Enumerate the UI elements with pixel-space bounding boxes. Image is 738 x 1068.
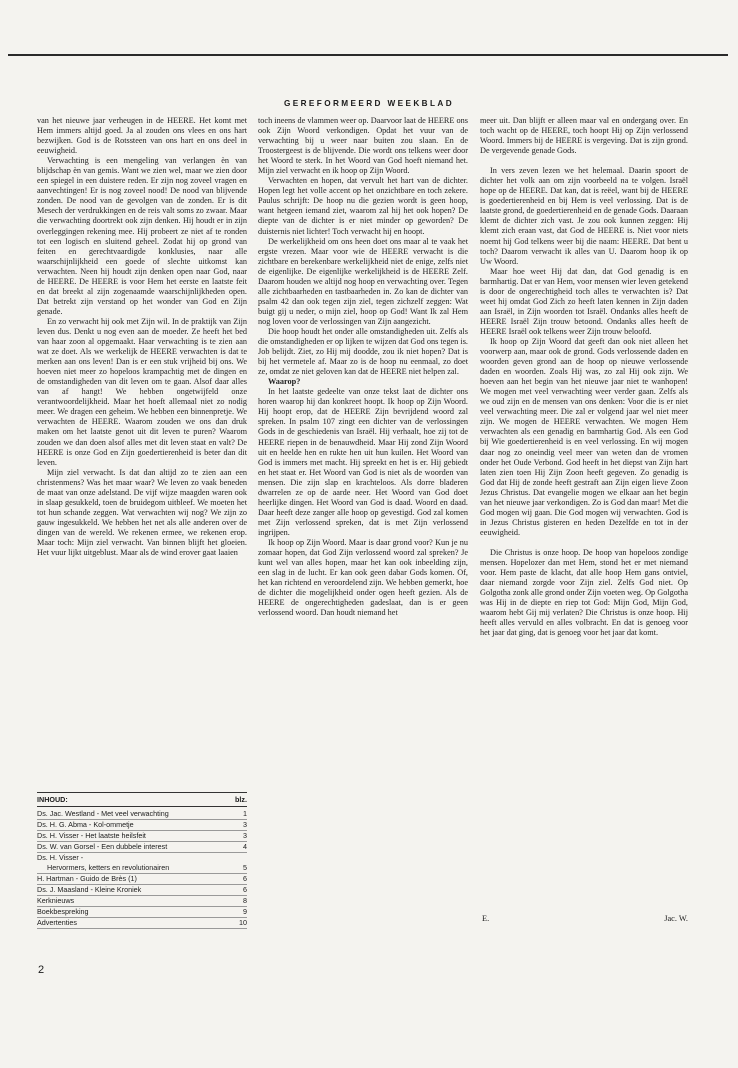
text-column-1 [37, 116, 247, 558]
toc-row[interactable] [37, 853, 247, 863]
page-number: 2 [38, 964, 45, 976]
toc-row[interactable] [37, 842, 247, 853]
text-column-2 [258, 116, 468, 618]
table-of-contents [37, 792, 247, 929]
toc-title: Hervormers, ketters en revolutionairen [47, 863, 170, 872]
paragraph: De werkelijkheid om ons heen doet ons maar al te vaak het ergste vrezen. Maar voor wie de HEERE verwacht is die zichtbare en berekenbare werkelijkheid niet de enige, zelfs niet de eigenlijke. De eigenlijke werkelijkheid is de HEERE Zelf. Daarom houden we altijd nog hoop en verwachting over. Tegen alle zichtbaarheden en tastbaarheden in. Zo kan de dichter van psalm 42 dan ook tegen zijn ziel, tegen zichzelf zeggen: Wat buigt gij u neder, o mijn ziel, hoop op God! Want Ik zal Hem nog loven voor de verlossingen van Zijn aangezicht. [258, 236, 468, 326]
toc-heading: INHOUD: [37, 795, 68, 804]
toc-page [237, 853, 247, 863]
toc-row[interactable] [37, 885, 247, 896]
toc-page: 3 [243, 820, 247, 829]
toc-title: Ds. H. G. Abma - Kol-ommetje [37, 820, 134, 829]
toc-page: 6 [243, 885, 247, 894]
paragraph: Maar hoe weet Hij dat dan, dat God genadig is en barmhartig. Dat er van Hem, voor mensen wier leven getekend is door de ongerechtigheid toch alles te verwachten is? Dat weet hij omdat God Zich zo heeft laten kennen in Zijn daden aan Israël, in Zijn woorden tot Israël. Ondanks alles heeft de HEERE Israël Zijn trouw betoond. Ondanks alles heeft de HEERE Israël ook telkens weer Zijn trouw beloofd. [480, 266, 688, 336]
paragraph: Ik hoop op Zijn Woord. Maar is daar grond voor? Kun je nu zomaar hopen, dat God Zijn verlossend woord zal spreken? Je kunt wel van alles hopen, maar het kan ook inbeelding zijn, een slag in de lucht. Er kan ook geen dabar Gods komen. Of, het kan richtend en veroordelend zijn. We hebben gemerkt, hoe de dichter die mogelijkheid onder ogen heeft gezien. Als de HEERE de ongerechtigheden gadeslaat, dan is er geen verlossend woord. Dan houdt niemand het [258, 537, 468, 618]
toc-title: Ds. H. Visser - [37, 853, 84, 862]
toc-row[interactable] [37, 907, 247, 918]
toc-title: H. Hartman - Guido de Brès (1) [37, 874, 137, 883]
paragraph: Verwachten en hopen, dat vervult het hart van de dichter. Hopen legt het volle accent op het onzichtbare en toch zekere. Paulus schrijft: De hoop nu die gezien wordt is geen hoop, want hetgeen iemand ziet, waarom zal hij het ook hopen? De diepte van de dichter is er niet minder op geworden? De duisternis niet lichter! Toch verwacht hij en hoopt. [258, 176, 468, 236]
toc-page: 9 [243, 907, 247, 916]
top-rule [8, 54, 728, 56]
toc-row[interactable] [37, 820, 247, 831]
paragraph: toch ineens de vlammen weer op. Daarvoor laat de HEERE ons ook Zijn Woord verkondigen. Opdat het vuur van de verwachting bij u weer naar buiten zou slaan. En de Troostergeest is de blijvende. Die wordt ons telkens weer door het Woord te sterk. In het Woord van God hoeft niemand het. Mijn ziel verwacht en ik hoop op Zijn Woord. [258, 116, 468, 176]
paragraph: Die hoop houdt het onder alle omstandigheden uit. Zelfs als die omstandigheden er op lijken te wijzen dat God ons tegen is. Job belijdt. Ziet, zo Hij mij doodde, zou ik niet hopen? Dat is bij het vermetele af. Maar zo is de hoop nu eenmaal, zo doet ze, omdat ze niet geloven kan dat de HEERE niet helpen zal. [258, 326, 468, 377]
toc-row[interactable] [37, 863, 247, 874]
section-heading: Waarop? [268, 377, 301, 387]
toc-row[interactable] [37, 809, 247, 820]
signature [482, 914, 688, 923]
toc-page: 3 [243, 831, 247, 840]
toc-row[interactable] [37, 874, 247, 885]
signature-initial: E. [482, 914, 490, 923]
paragraph: In het laatste gedeelte van onze tekst laat de dichter ons horen waarop hij dan konkreet hoopt. Ik hoop op Zijn Woord. Hij hoopt erop, dat de HEERE Zijn bevrijdend woord zal spreken. In psalm 107 zingt een dichter van de verlossingen Gods in de geschiedenis van Israël. Hij verhaalt, hoe zij tot de HEERE riepen in de benauwdheid. Maar Hij zond Zijn Woord uit en heelde hen en rukte hen uit hun kuilen. Het Woord van God is immers met macht. Hij spreekt en het is er. Hij gebiedt en het staat er. Het Woord van God is niet als de woorden van mensen. Die zijn slap en krachteloos. Als dorre bladeren dwarrelen ze op de aarde neer. Het Woord van God doet heerlijke dingen. Het Woord van God is daad. Woord en daad. Daar heeft deze zanger alle hoop op gevestigd. God zal komen met Zijn verlossend spreken, dat is met Zijn verlossend ingrijpen. [258, 387, 468, 537]
toc-page: 4 [243, 842, 247, 851]
toc-row[interactable] [37, 918, 247, 929]
signature-author: Jac. W. [664, 914, 688, 923]
toc-header [37, 792, 247, 807]
toc-title: Kerknieuws [37, 896, 75, 905]
toc-title: Ds. H. Visser - Het laatste heilsfeit [37, 831, 146, 840]
toc-row[interactable] [37, 896, 247, 907]
paragraph: Mijn ziel verwacht. Is dat dan altijd zo te zien aan een christenmens? Was het maar waar? We leven zo vaak beneden de maat van onze adelstand. De vijf wijze maagden waren ook in slaap gesukkeld, toen de bruidegom uitbleef. We moeten het tot hun schande zeggen. Wat verwachten wij nog? We zijn zo gauw ingesukkeld. We hebben het net als alle anderen over de dingen van de wereld. We rekenen ermee, we rekenen erop. Maar toch: Mijn ziel verwacht. Van binnen blijft het gloeien. Het vuur lijkt uitgeblust. Maar als de wind erover gaat laaien [37, 467, 247, 558]
toc-page: 10 [239, 918, 247, 927]
paragraph: meer uit. Dan blijft er alleen maar val en ondergang over. En toch wacht op de HEERE, toch hoopt Hij op Zijn verlossend Woord. Immers bij de HEERE is vergeving. Dat is zijn grond. De vergevende genade Gods. [480, 116, 688, 156]
toc-page-heading: blz. [235, 795, 247, 804]
toc-page: 6 [243, 874, 247, 883]
toc-page: 8 [243, 896, 247, 905]
paragraph: Verwachting is een mengeling van verlangen èn van blijdschap èn van gemis. Want we zien wel, maar we zien door een spiegel in een duistere reden. Er zijn nog zoveel vragen en aanvechtingen! Er is nog zoveel nood! De nood van blijvende zonden. De nood van de gevolgen van de zonden. Er is dit Mesech der verdrukkingen en de reis valt soms zo zwaar. Maar die verwachting doortrekt ook zijn denken. Hij houdt er in zijn overleggingen rekening mee. Hij probeert ze niet af te ronden tot een logisch en sluitend geheel. Zodat hij op grond van feiten en gerechtvaardigde konklusies, naar alle waarschijnlijkheid een goede of slechte uitkomst kan verwachten. Neen hij houdt zijn denken open naar God, naar de HEERE. De HEERE is voor Hem het eerste en laatste feit en dat breekt al zijn zogenaamde waarschijnlijkheden open. Dat betrekt zijn verstand op het wonder van God en Zijn genade. [37, 156, 247, 316]
toc-title: Ds. W. van Gorsel - Een dubbele interest [37, 842, 168, 851]
toc-title: Boekbespreking [37, 907, 89, 916]
toc-page: 1 [243, 809, 247, 818]
toc-title: Ds. Jac. Westland - Met veel verwachting [37, 809, 169, 818]
paragraph: In vers zeven lezen we het helemaal. Daarin spoort de dichter het volk aan om zijn voorbeeld na te volgen. Israël hope op de HEERE. Dat kan, dat is reëel, want bij de HEERE is goedertierenheid en bij Hem is veel verlossing. Dat is de laatste grond, de goedertierenheid en de genade Gods. Daaraan klemt de dichter zich vast. Je zou ook kunnen zeggen: Hij klemt zich eraan vast, dat God de HEERE is. Niet voor niets noemt hij God telkens weer bij die naam: HEERE. Dat bent u toch? Daarom verwacht ik alles van U. Daarom hoop ik op Uw Woord. [480, 166, 688, 266]
masthead-title: GEREFORMEERD WEEKBLAD [283, 99, 455, 108]
toc-page: 5 [243, 863, 247, 872]
paragraph: van het nieuwe jaar verheugen in de HEERE. Het komt met Hem immers altijd goed. Ja al zouden ons vlees en ons hart bezwijken. God is de Rotssteen van ons hart en ons deel in eeuwigheid. [37, 116, 247, 156]
text-column-3 [480, 116, 688, 638]
paragraph: Die Christus is onze hoop. De hoop van hopeloos zondige mensen. Hopelozer dan met Hem, stond het er met niemand voor. Hem paste de klacht, dat alle hoop Hem gans ontviel, daar niemand zorgde voor Zijn ziel. Zelfs God niet. Op Golgotha zonk alle grond onder Zijn voeten weg. Op Golgotha was Hij in de diepte en riep tot God: Mijn God, Mijn God, waarom hebt Gij mij verlaten? Die Christus is onze hoop. Hij heeft alles vervuld en alles volbracht. En dat is genoeg voor het jaar dat ging, dat is genoeg voor het jaar dat komt. [480, 547, 688, 638]
paragraph: Ik hoop op Zijn Woord dat geeft dan ook niet alleen het voorwerp aan, maar ook de grond. Gods verlossende daden en woorden geven grond aan de hoop op nieuwe verlossende daden en woorden. Zoals Hij was, zo zal Hij ook zijn. We hoeven aan het begin van het nieuwe jaar niet te wanhopen! We mogen met veel verwachting weer verder gaan. Zelfs als we oud zijn en de mensen van ons denken: Voor die is er niet veel verwachting meer. Die zal er volgend jaar wel niet meer zijn. We mogen de HEERE verwachten. We mogen Hem verwachten als een genadig en barmhartig God. Als een God bij Wie goedertierenheid is en veel verlossing. En wij mogen daar nog zo oneindig veel meer van weten dan de vromen onder het Oude Verbond. God heeft in het diepst van Zijn hart laten zien toen Hij Zijn Zoon heeft gegeven. Zo genadig is God dat Hij de zonde heeft gestraft aan Zijn eigen lieve Zoon Jezus Christus. Dat evangelie mogen we elkaar aan het begin van het nieuwe jaar verkondigen. Zo is God dan maar! Met die God mogen wij gaan. Die God mogen wij verwachten. God is in Jezus Christus gisteren en heden Dezelfde en tot in der eeuwigheid. [480, 336, 688, 537]
paragraph: En zo verwacht hij ook met Zijn wil. In de praktijk van Zijn leven dus. Denkt u nog even aan de moeder. Ze heeft het bed van haar zoon al opgemaakt. Haar verwachting is te zien aan wat ze doet. Als we werkelijk de HEERE verwachten is dat te merken aan ons leven! Dan is er een stuk vrijheid bij ons. We hoeven niet meer zo hopeloos krampachtig met de dingen en de omstandigheden van dit leven om te gaan. Alsof daar alles van af hangt! We hebben ongetwijfeld onze verantwoordelijkheid. Maar het hoeft allemaal niet zo nodig meer. We dragen een geheim. We hebben een binnenpretje. We verwachten de HEERE. Waarom zouden we ons dan druk maken om het laatste genot uit dit leven te puren? Waarom zouden we dan doen alsof alles met dit leven staat en valt? De HEERE is onze God en Zijn goedertierenheid is beter dan dit leven. [37, 316, 247, 467]
toc-title: Advertenties [37, 918, 77, 927]
toc-title: Ds. J. Maasland - Kleine Kroniek [37, 885, 142, 894]
toc-row[interactable] [37, 831, 247, 842]
